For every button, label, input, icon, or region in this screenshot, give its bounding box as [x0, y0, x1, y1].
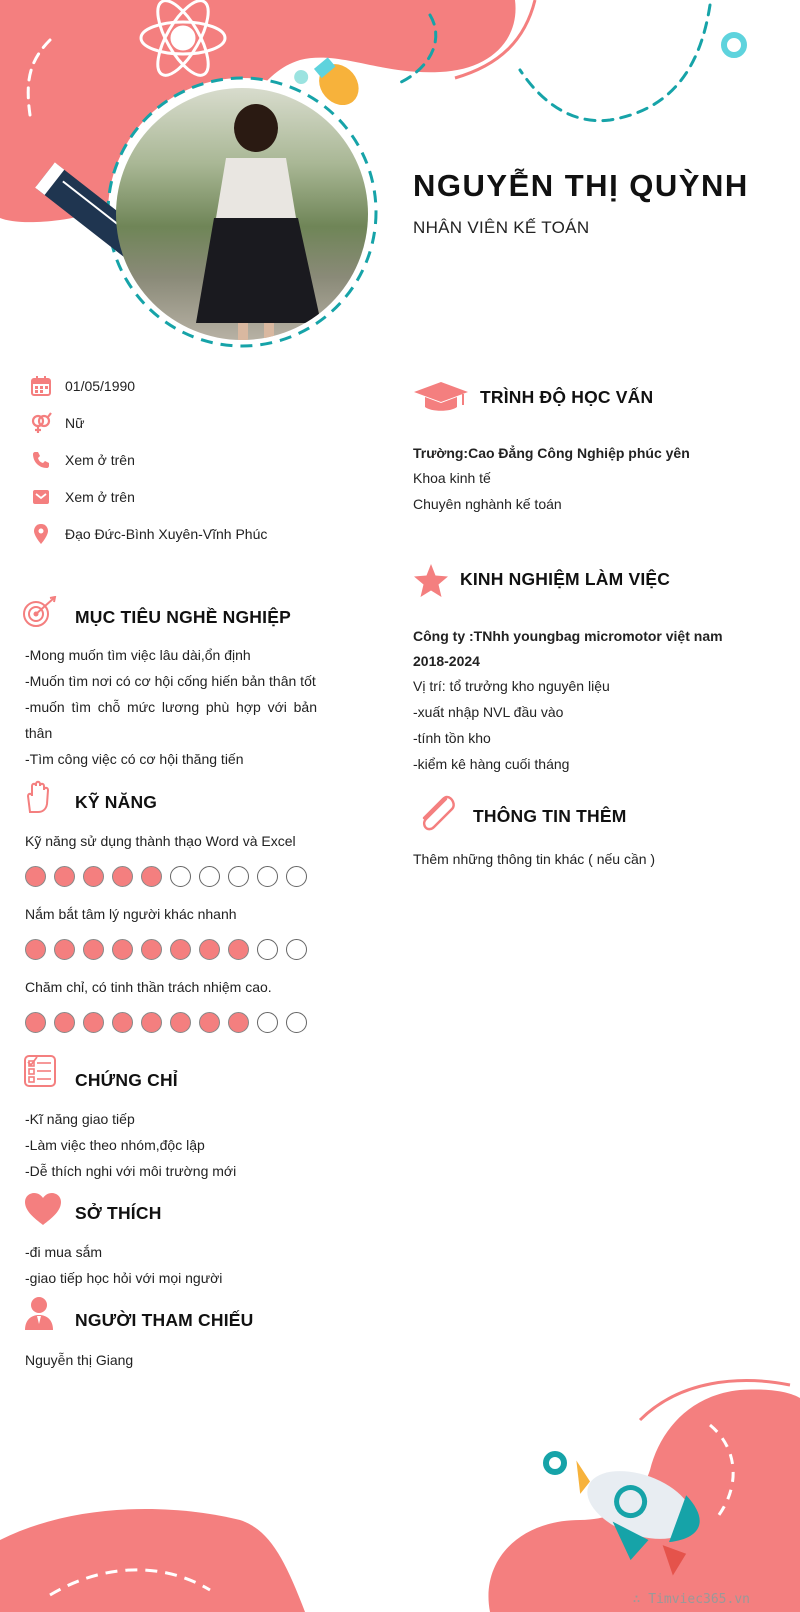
star-icon [413, 563, 449, 599]
email-icon [30, 486, 52, 508]
rating-dot-filled [83, 939, 104, 960]
objective-line: -muốn tìm chỗ mức lương phù hợp với bản [25, 699, 317, 715]
objective-line: -Mong muốn tìm việc lâu dài,ổn định [25, 647, 251, 663]
rating-dot-empty [257, 866, 278, 887]
objective-line: -Tìm công việc có cơ hội thăng tiến [25, 751, 244, 767]
rating-dot-empty [286, 866, 307, 887]
graduation-cap-icon [413, 381, 469, 413]
rating-dot-empty [228, 866, 249, 887]
contact-birthday: 01/05/1990 [30, 374, 52, 398]
hobbies-title: SỞ THÍCH [75, 1203, 162, 1223]
skill-rating [25, 1012, 307, 1034]
rating-dot-filled [141, 939, 162, 960]
rating-dot-filled [228, 1012, 249, 1033]
person-silhouette [116, 88, 368, 340]
rating-dot-empty [170, 866, 191, 887]
rating-dot-filled [25, 939, 46, 960]
experience-company: Công ty :TNhh youngbag micromotor việt nam [413, 628, 723, 644]
rating-dot-filled [170, 1012, 191, 1033]
rating-dot-filled [199, 1012, 220, 1033]
experience-period: 2018-2024 [413, 653, 480, 669]
experience-line: -kiểm kê hàng cuối tháng [413, 756, 570, 772]
education-line: Khoa kinh tế [413, 470, 491, 486]
experience-line: -tính tồn kho [413, 730, 491, 746]
rating-dot-filled [228, 939, 249, 960]
rating-dot-empty [286, 1012, 307, 1033]
person-icon [24, 1296, 54, 1330]
skills-title: KỸ NĂNG [75, 792, 158, 812]
rating-dot-filled [54, 866, 75, 887]
hobby-line: -đi mua sắm [25, 1244, 103, 1260]
rating-dot-filled [141, 866, 162, 887]
certificates-title: CHỨNG CHỈ [75, 1070, 178, 1090]
rating-dot-filled [199, 939, 220, 960]
education-line: Chuyên nghành kế toán [413, 496, 562, 512]
experience-title: KINH NGHIỆM LÀM VIỆC [460, 569, 671, 589]
rating-dot-filled [25, 866, 46, 887]
contact-gender: Nữ [30, 411, 52, 435]
checklist-icon [24, 1055, 56, 1087]
certificate-line: -Dễ thích nghi với môi trường mới [25, 1163, 237, 1179]
contact-phone: Xem ở trên [30, 448, 52, 472]
candidate-role: NHÂN VIÊN KẾ TOÁN [413, 218, 590, 237]
rating-dot-empty [257, 939, 278, 960]
heart-icon [24, 1192, 62, 1226]
calendar-icon [30, 375, 52, 397]
contact-address: Đạo Đức-Bình Xuyên-Vĩnh Phúc [30, 522, 52, 546]
rating-dot-filled [83, 1012, 104, 1033]
reference-line: Nguyễn thị Giang [25, 1352, 134, 1368]
skill-label: Chăm chỉ, có tinh thần trách nhiệm cao. [25, 979, 272, 995]
rating-dot-empty [257, 1012, 278, 1033]
location-icon [30, 523, 52, 545]
watermark: ∴ Timviec365.vn [632, 1592, 750, 1607]
rating-dot-empty [286, 939, 307, 960]
contact-email: Xem ở trên [30, 485, 52, 509]
rating-dot-filled [112, 939, 133, 960]
skill-rating [25, 866, 307, 888]
extra-line: Thêm những thông tin khác ( nếu cần ) [413, 851, 656, 867]
certificate-line: -Kĩ năng giao tiếp [25, 1111, 135, 1127]
gender-icon [30, 412, 52, 434]
rating-dot-filled [170, 939, 191, 960]
rating-dot-filled [112, 1012, 133, 1033]
skill-label: Kỹ năng sử dụng thành thạo Word và Excel [25, 833, 296, 849]
rating-dot-filled [112, 866, 133, 887]
candidate-name: NGUYỄN THỊ QUỲNH [413, 168, 749, 203]
objective-line: thân [25, 725, 53, 741]
profile-photo [116, 88, 368, 340]
phone-icon [30, 449, 52, 471]
references-title: NGƯỜI THAM CHIẾU [75, 1310, 254, 1330]
rating-dot-filled [141, 1012, 162, 1033]
experience-line: Vị trí: tổ trưởng kho nguyên liệu [413, 678, 610, 694]
extra-title: THÔNG TIN THÊM [473, 806, 627, 826]
skill-label: Nắm bắt tâm lý người khác nhanh [25, 906, 237, 922]
education-school: Trường:Cao Đẳng Công Nghiệp phúc yên [413, 445, 690, 461]
certificate-line: -Làm việc theo nhóm,độc lập [25, 1137, 205, 1153]
hobby-line: -giao tiếp học hỏi với mọi người [25, 1270, 223, 1286]
rating-dot-filled [83, 866, 104, 887]
skill-rating [25, 939, 307, 961]
hand-icon [24, 780, 50, 814]
experience-line: -xuất nhập NVL đầu vào [413, 704, 564, 720]
paperclip-icon [416, 793, 458, 835]
rating-dot-filled [25, 1012, 46, 1033]
rating-dot-filled [54, 1012, 75, 1033]
rating-dot-filled [54, 939, 75, 960]
target-icon [22, 596, 58, 628]
rating-dot-empty [199, 866, 220, 887]
objective-line: -Muốn tìm nơi có cơ hội cống hiến bản thân tốt [25, 673, 316, 689]
education-title: TRÌNH ĐỘ HỌC VẤN [480, 387, 654, 407]
objective-title: MỤC TIÊU NGHỀ NGHIỆP [75, 607, 291, 627]
